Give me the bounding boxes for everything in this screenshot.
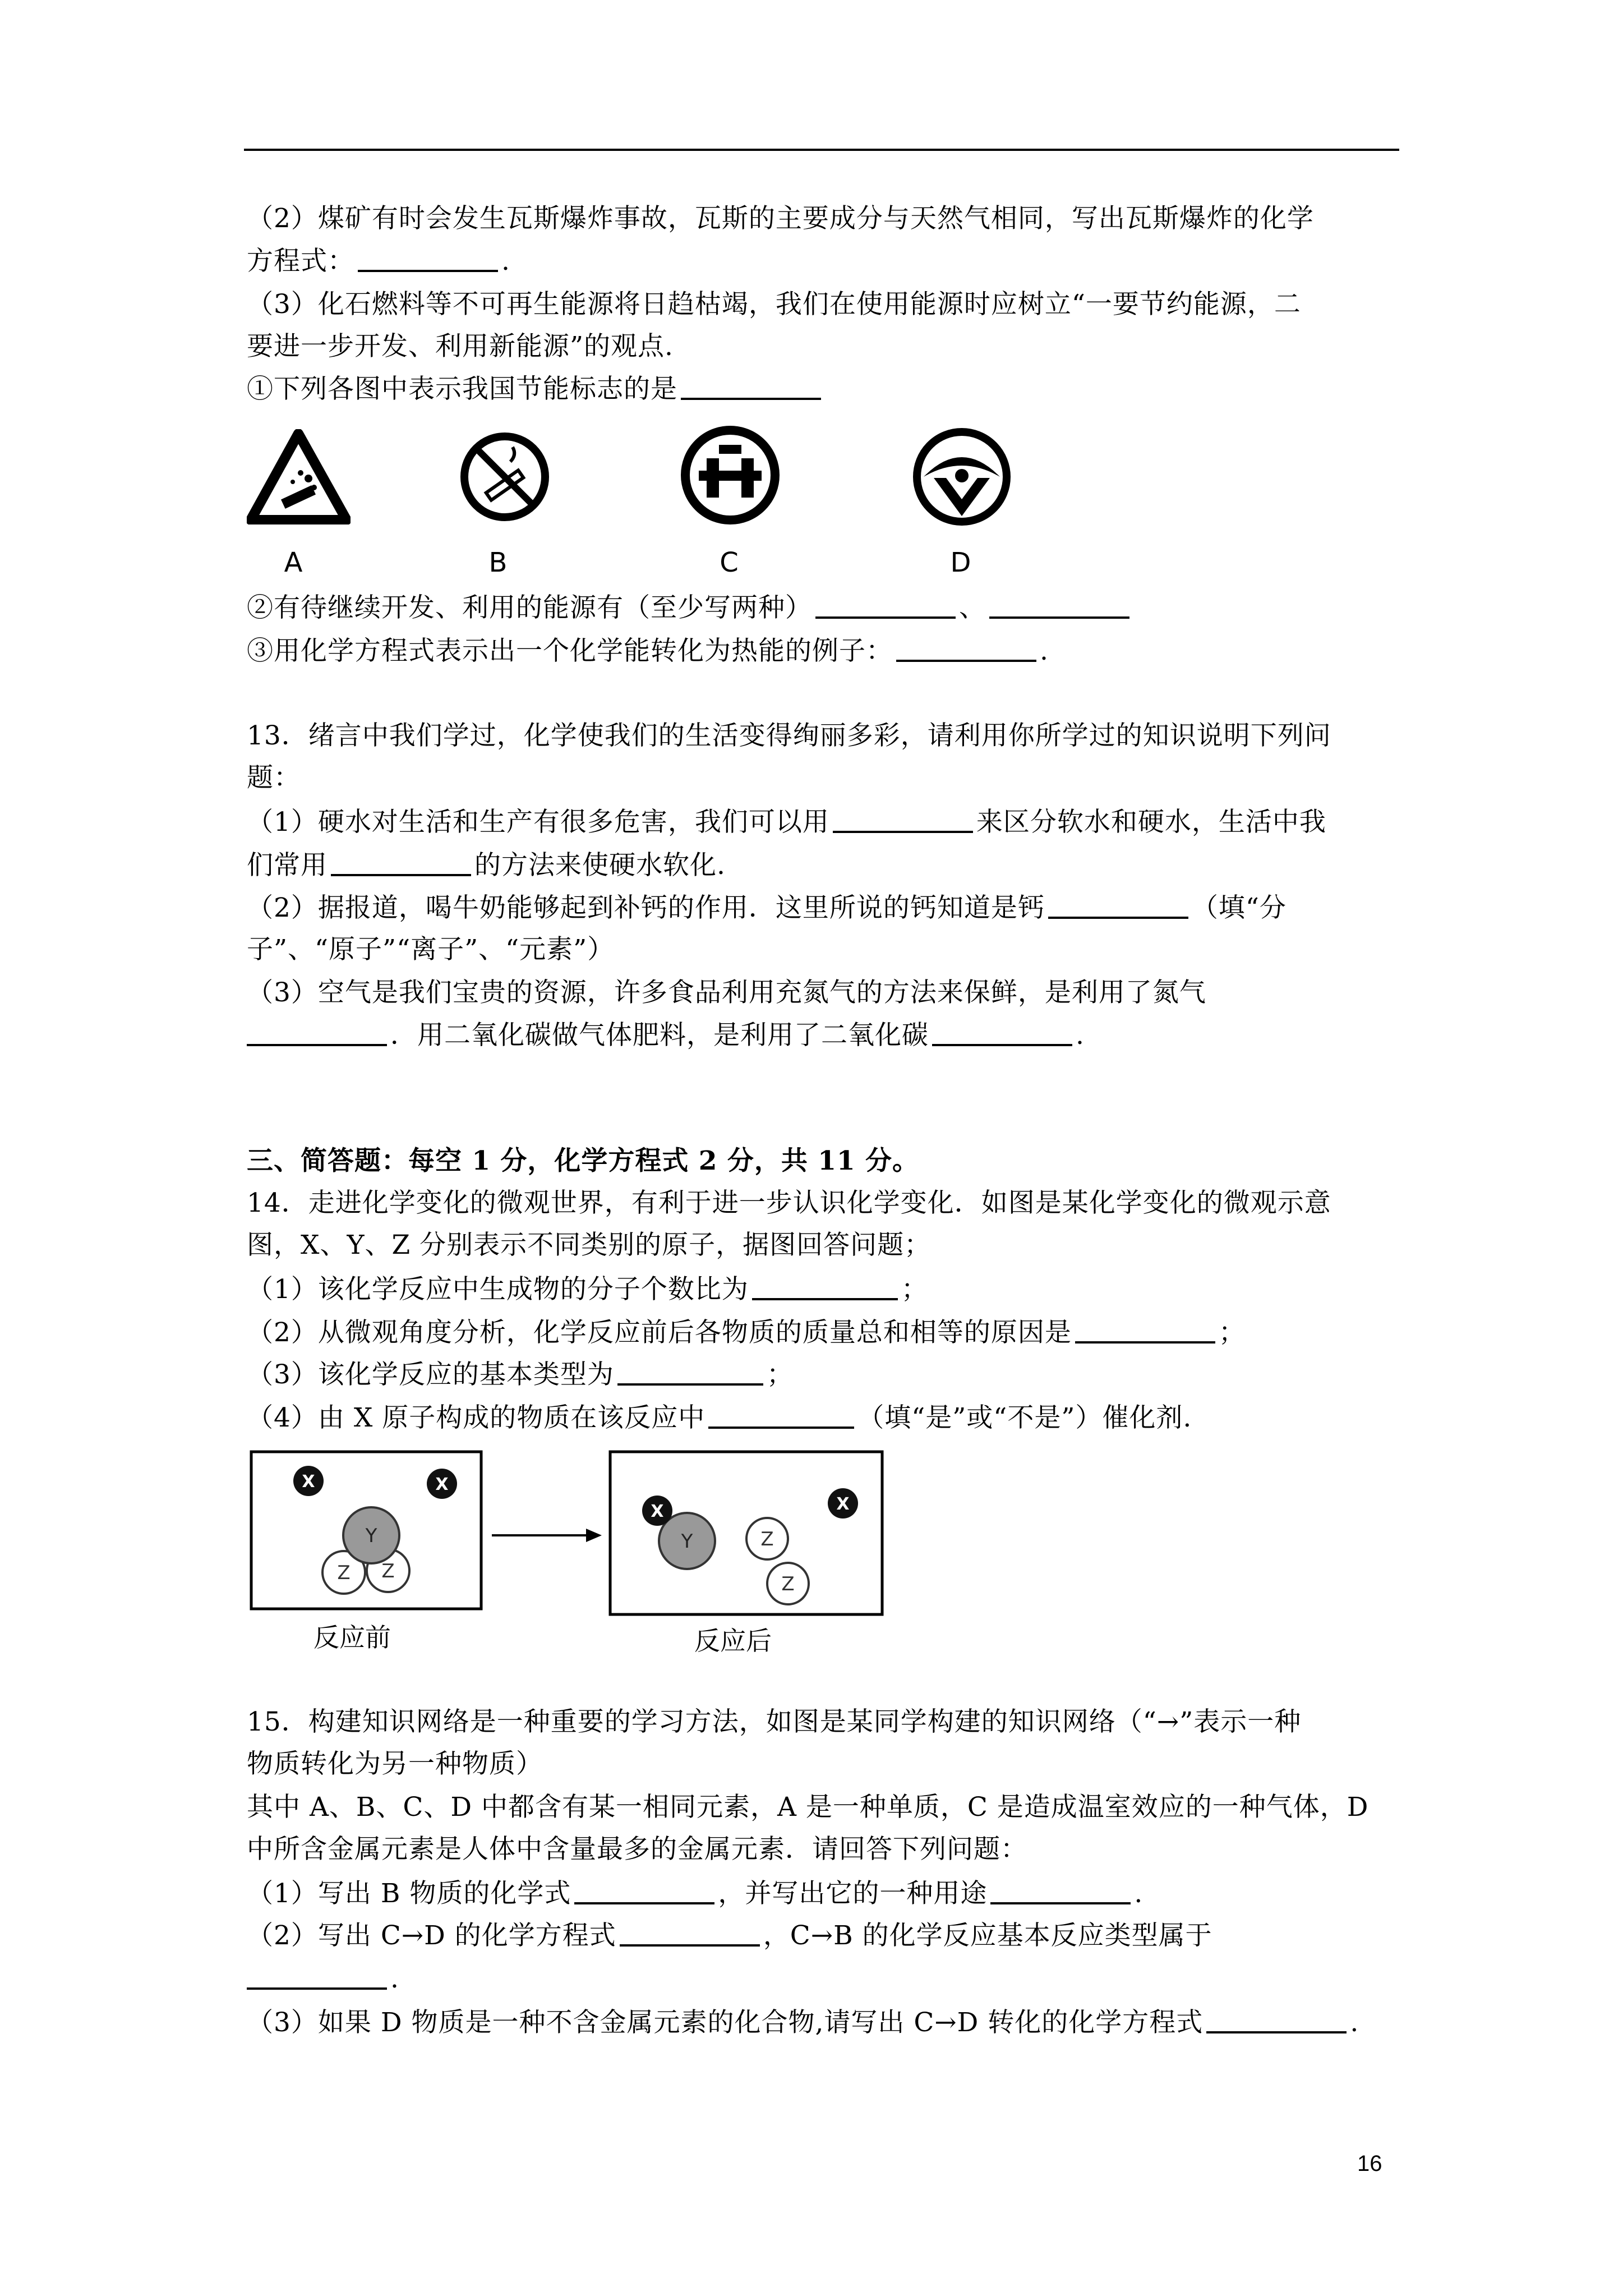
answer-blank[interactable] (1075, 1315, 1215, 1343)
after-label: 反应后 (694, 1626, 772, 1656)
answer-blank[interactable] (1206, 2005, 1347, 2033)
svg-text:Y: Y (681, 1530, 693, 1553)
icon-label-b: B (488, 547, 508, 578)
reaction-diagram (250, 1450, 889, 1663)
q15-part2-line1: （2）写出 C→D 的化学方程式 ，C→B 的化学反应基本反应类型属于 (247, 1918, 1212, 1953)
q15-line3: 其中 A、B、C、D 中都含有某一相同元素，A 是一种单质，C 是造成温室效应的一种气体，D (247, 1792, 1369, 1823)
q15-part2-line2: . (247, 1962, 399, 1996)
before-label: 反应前 (313, 1622, 391, 1653)
atom-z (767, 1563, 809, 1604)
answer-blank[interactable] (1048, 891, 1188, 919)
q14-line2: 图，X、Y、Z 分别表示不同类别的原子，据图回答问题； (247, 1230, 932, 1260)
atom-z (746, 1518, 788, 1559)
q13-part2-line1: （2）据报道，喝牛奶能够起到补钙的作用．这里所说的钙知道是钙 （填“分 (247, 891, 1287, 925)
icon-label-d: D (950, 547, 971, 578)
q12-part3-line2: 要进一步开发、利用新能源”的观点. (247, 331, 674, 362)
q14-part1: （1）该化学反应中生成物的分子个数比为 ； (247, 1272, 928, 1306)
svg-text:Z: Z (337, 1562, 351, 1584)
section-heading: 三、简答题：每空 1 分，化学方程式 2 分，共 11 分。 (247, 1145, 919, 1176)
q14-part3: （3）该化学反应的基本类型为 ； (247, 1358, 794, 1392)
q15-part1: （1）写出 B 物质的化学式 ，并写出它的一种用途 . (247, 1876, 1143, 1911)
q13-part2-line2: 子”、“原子”“离子”、“元素”） (247, 934, 615, 965)
answer-blank[interactable] (990, 1876, 1131, 1904)
q13-part1-line1: （1）硬水对生活和生产有很多危害，我们可以用 来区分软水和硬水，生活中我 (247, 805, 1326, 839)
svg-text:X: X (836, 1494, 850, 1514)
atom-x (293, 1466, 324, 1496)
q12-part3-line4: ②有待继续开发、利用的能源有（至少写两种） 、 (247, 591, 1133, 625)
atom-y (343, 1507, 399, 1563)
page-number: 16 (1357, 2151, 1382, 2176)
q13-line1: 13．绪言中我们学过，化学使我们的生活变得绚丽多彩，请利用你所学过的知识说明下列问 (247, 720, 1331, 751)
answer-blank[interactable] (932, 1018, 1072, 1046)
q12-part3-line5: ③用化学方程式表示出一个化学能转化为热能的例子： . (247, 634, 1049, 668)
atom-x (427, 1469, 457, 1499)
q14-line1: 14．走进化学变化的微观世界，有利于进一步认识化学变化．如图是某化学变化的微观示意 (247, 1188, 1331, 1218)
answer-blank[interactable] (247, 1018, 387, 1046)
energy-saving-icon (911, 426, 1012, 527)
q13-part3-line2: ．用二氧化碳做气体肥料，是利用了二氧化碳 . (247, 1018, 1085, 1052)
answer-blank[interactable] (896, 634, 1036, 662)
q15-line4: 中所含金属元素是人体中含量最多的金属元素．请回答下列问题： (247, 1834, 1027, 1865)
atom-x (642, 1496, 672, 1526)
q15-part3: （3）如果 D 物质是一种不含金属元素的化合物,请写出 C→D 转化的化学方程式 . (247, 2005, 1359, 2040)
svg-text:Z: Z (381, 1560, 395, 1582)
water-saving-icon (679, 424, 782, 527)
answer-blank[interactable] (247, 1962, 387, 1990)
svg-text:Y: Y (365, 1525, 377, 1547)
svg-text:X: X (651, 1502, 664, 1521)
answer-blank[interactable] (358, 244, 498, 272)
atom-x (828, 1488, 858, 1519)
q13-part1-line2: 们常用 的方法来使硬水软化. (247, 848, 726, 882)
answer-blank[interactable] (620, 1918, 760, 1947)
answer-blank[interactable] (989, 591, 1129, 619)
q12-part3-line1: （3）化石燃料等不可再生能源将日趋枯竭，我们在使用能源时应树立“一要节约能源，二 (247, 289, 1301, 320)
q15-line1: 15．构建知识网络是一种重要的学习方法，如图是某同学构建的知识网络（“→”表示一种 (247, 1706, 1302, 1737)
answer-blank[interactable] (752, 1272, 898, 1300)
svg-text:X: X (302, 1472, 315, 1492)
answer-blank[interactable] (833, 805, 973, 833)
q12-part2-line1: （2）煤矿有时会发生瓦斯爆炸事故，瓦斯的主要成分与天然气相同，写出瓦斯爆炸的化学 (247, 203, 1314, 234)
answer-blank[interactable] (331, 848, 471, 876)
answer-blank[interactable] (708, 1401, 854, 1429)
explosive-warning-icon (247, 429, 351, 524)
q13-part3-line1: （3）空气是我们宝贵的资源，许多食品利用充氮气的方法来保鲜，是利用了氮气 (247, 977, 1206, 1008)
q12-part2-line2: 方程式： . (247, 244, 510, 278)
icon-label-c: C (720, 547, 739, 578)
answer-blank[interactable] (681, 372, 821, 400)
svg-text:X: X (435, 1475, 449, 1494)
answer-blank[interactable] (617, 1358, 763, 1386)
answer-blank[interactable] (815, 591, 956, 619)
svg-text:Z: Z (760, 1528, 774, 1550)
header-rule (244, 149, 1399, 151)
icon-label-a: A (284, 547, 303, 578)
q13-line2: 题： (247, 762, 301, 793)
q14-part4: （4）由 X 原子构成的物质在该反应中 （填“是”或“不是”）催化剂. (247, 1401, 1192, 1435)
q12-part3-line3: ①下列各图中表示我国节能标志的是 (247, 372, 824, 406)
svg-text:Z: Z (781, 1573, 795, 1595)
no-smoking-icon (457, 429, 552, 524)
q14-part2: （2）从微观角度分析，化学反应前后各物质的质量总和相等的原因是 ； (247, 1315, 1246, 1350)
q15-line2: 物质转化为另一种物质） (247, 1749, 543, 1779)
answer-blank[interactable] (574, 1876, 714, 1904)
